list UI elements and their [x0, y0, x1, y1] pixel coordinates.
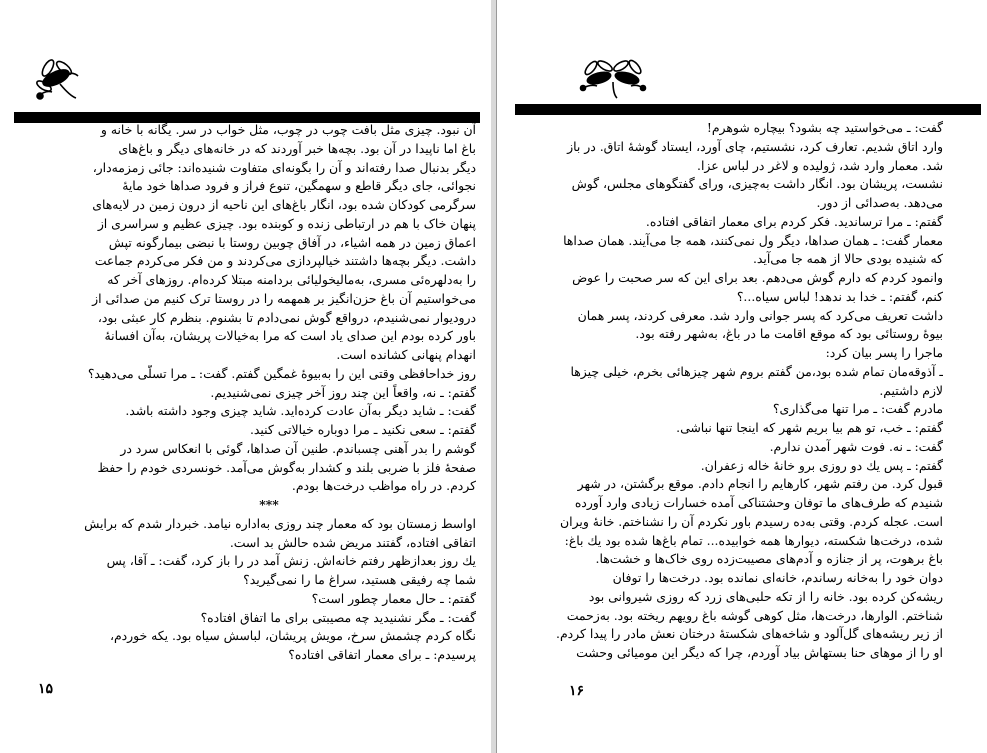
text-line: کردم. در راه مواظب درخت‌ها بودم. — [291, 478, 476, 494]
text-line: نجوائی، جای دیگر قاطع و سهمگین، تنوع فراز و فرود صداها خود مایهٔ — [122, 178, 476, 194]
text-line: باغ برهوت، پر از جنازه و آدم‌های مصیبت‌زده روی خاک‌ها و خشت‌ها. — [595, 551, 943, 567]
text-line: از زیر ریشه‌های گل‌آلود و شاخه‌های شکستهٔ درختان نعش مادر را پیدا کردم. — [556, 626, 943, 642]
text-line: درودیوار نمی‌شنیدم، درواقع گوش نمی‌دادم تا بشنوم. بنظرم کار عبثی بود، — [97, 309, 476, 325]
text-line: را به‌دلهره‌ئی مسری، به‌مالیخولیائی بردامنه مبتلا کرده‌ام. روزهای آخر که — [107, 272, 476, 287]
text-line: وارد اتاق شدیم. تعارف کرد، نشستیم، چای آورد، ایستاد گوشهٔ اتاق. در باز — [567, 138, 943, 154]
text-line: اعماق زمین در همه اشیاء، در آفاق چوبین روستا با نبضی بیمارگونه تپش — [108, 234, 476, 250]
text-line: شده، درخت‌ها شکسته، دیوارها همه خوابیده... تمام باغ‌ها شده بود یك باغ: — [564, 532, 943, 548]
text-line: گفت: ـ مگر نشنیدید چه مصیبتی برای ما اتفاق افتاده؟ — [200, 609, 476, 625]
text-line: انهدام پنهانی کشانده است. — [336, 347, 476, 362]
text-line: باغ اما ناپیدا در آن بود. بچه‌ها خبر آوردند که در خانه‌های دیگر و باغ‌های — [118, 140, 476, 156]
right-page-body — [531, 119, 943, 663]
text-line: بیوهٔ روستائی بود که موقع اقامت ما در باغ، به‌شهر رفته بود. — [635, 326, 943, 342]
text-line: ریشه‌کن کرده بود. خانه را از تکه حلبی‌های زرد که روزی شیروانی بود — [588, 588, 943, 604]
text-line: وانمود کردم که دارم گوش می‌دهم. بعد برای این که سر صحبت را عوض — [572, 270, 943, 285]
text-line: داشت. دیگر بچه‌ها داشتند خیالپردازی می‌کردند و من فکر می‌کردم جماعت — [94, 253, 476, 269]
text-line: پرسیدم: ـ برای معمار اتفاقی افتاده؟ — [288, 647, 476, 662]
page-number: ۱۵ — [38, 681, 54, 697]
text-line: یك روز بعدازظهر رفتم خانه‌اش. زنش آمد در را باز کرد، گفت: ـ آقا، پس — [106, 553, 476, 569]
left-page-body — [62, 121, 476, 665]
text-line: گفتم: ـ حال معمار چطور است؟ — [311, 590, 476, 606]
text-line: دوان خود را به‌خانه رساندم، خانه‌ای نمانده بود. درخت‌ها را توفان — [612, 570, 943, 585]
text-line: مادرم گفت: ـ مرا تنها می‌گذاری؟ — [772, 401, 943, 417]
text-line: *** — [259, 497, 279, 512]
text-line: دیگر بدنبال صدا رفته‌اند و آن را بگونه‌ای متفاوت شنیده‌اند: جائی زمزمه‌دار، — [92, 159, 476, 175]
text-line: باور کرده بودم این صدای یاد است که مرا به‌خیالات پریشان، به‌آن افسانهٔ — [104, 328, 476, 344]
text-line: شد. معمار وارد شد، ژولیده و لاغر در لباس عزا. — [697, 157, 943, 173]
text-line: گفت: ـ می‌خواستید چه بشود؟ بیچاره شوهرم! — [706, 120, 943, 135]
header-rule — [515, 104, 981, 115]
text-line: اتفاقی افتاده، گفتند مریض شده حالش بد است. — [229, 534, 476, 550]
text-line: او را از موهای حنا بستهاش بیاد آوردم، چرا که دیگر این مومیائی وحشت — [576, 645, 943, 660]
text-line: است. عجله کردم. وقتی به‌ده رسیدم باور نکردم آن را نشناختم. خانهٔ ویران — [560, 513, 943, 529]
text-line: صفحهٔ فلز با ضربی بلند و کشدار به‌گوش می‌آمد. خونسردی خودم را حفظ — [97, 459, 476, 475]
text-line: شنیدم که طرف‌های ما توفان وحشتناکی آمده خسارات زیادی وارد آورده — [574, 495, 943, 510]
text-line: که شنیده بودی حالا از همه جا می‌آید. — [752, 251, 943, 267]
text-line: پنهان خاک با هم در ارتباطی زنده و کوبنده بود. چیزی عظیم و سراسری از — [97, 215, 476, 231]
text-line: روز خداحافظی وقتی این را به‌بیوهٔ غمگین گفتم. گفت: ـ مرا تسلّی می‌دهید؟ — [87, 365, 476, 381]
text-line: سرگرمی کودکان شده بود، انگار باغ‌های این ناحیه از درون زمین در لایه‌های — [92, 197, 476, 212]
insect-ornament-icon — [30, 52, 82, 104]
text-line: گفت: ـ نه. فوت شهر آمدن ندارم. — [769, 438, 943, 454]
insect-ornament-icon — [577, 54, 651, 102]
text-line: گفتم: ـ خب، تو هم بیا بریم شهر که اینجا تنها نباشی. — [676, 420, 943, 435]
text-line: قبول کرد. من رفتم شهر، کارهایم را انجام دادم. موقع برگشتن، در شهر — [577, 476, 943, 492]
text-line: ـ آذوقه‌مان تمام شده بود،من گفتم بروم شهر چیزهائی بخرم، خیلی چیزها — [570, 363, 943, 379]
text-line: شما چه رفیقی هستید، سراغ ما را نمی‌گیرید؟ — [243, 572, 476, 587]
text-line: گفتم: ـ پس یك دو روزی برو خانهٔ خاله زعفران. — [700, 457, 943, 473]
text-line: اواسط زمستان بود که معمار چند روزی به‌اداره نیامد. خبردار شدم که برایش — [84, 515, 476, 531]
text-line: نشست، پریشان بود. انگار داشت به‌چیزی، ورای گفتگوهای مجلس، گوش — [571, 176, 943, 192]
text-line: کنم، گفتم: ـ خدا بد ندهد! لباس سیاه...؟ — [736, 288, 943, 304]
page-number: ۱۶ — [569, 683, 585, 699]
text-line: ماجرا را پسر بیان کرد: — [825, 345, 943, 360]
text-line: نگاه کردم چشمش سرخ، مویش پریشان، لباسش سیاه بود. یکه خوردم، — [109, 628, 476, 644]
text-line: می‌خواستیم آن باغ حزن‌انگیز بر همهمه را در روستا ترک کنیم من صدائی از — [92, 290, 476, 306]
text-line: گفتم: ـ سعی نکنید ـ مرا دوباره خیالاتی کنید. — [249, 422, 476, 437]
text-line: گفتم: ـ مرا ترساندید. فکر کردم برای معمار اتفاقی افتاده. — [645, 213, 943, 229]
text-line: شناختم. الوارها، درخت‌ها، مثل کوهی گوشه باغ رویهم ریخته بود. به‌زحمت — [566, 607, 943, 623]
text-line: داشت تعریف می‌کرد که پسر جوانی وارد شد. معرفی کردند، پسر همان — [577, 307, 943, 323]
text-line: آن نبود. چیزی مثل بافت چوب در چوب، مثل خواب در سر. یگانه با خانه و — [100, 122, 476, 137]
text-line: می‌دهد. به‌صدائی از دور. — [816, 195, 943, 210]
text-line: گفت: ـ شاید دیگر به‌آن عادت کرده‌اید. شاید چیزی وجود داشته باشد. — [125, 403, 476, 419]
left-page — [0, 0, 492, 753]
right-page — [496, 0, 987, 753]
text-line: لازم داشتیم. — [879, 382, 943, 398]
text-line: معمار گفت: ـ همان صداها، دیگر ول نمی‌کنند، همه جا می‌آیند. همان صداها — [563, 232, 943, 248]
text-line: گوشم را بدر آهنی چسباندم. طنین آن صداها، گوئی با انعکاس سرد در — [120, 440, 476, 456]
text-line: گفتم: ـ نه، واقعاً این چند روز آخر چیزی نمی‌شنیدیم. — [210, 384, 476, 400]
